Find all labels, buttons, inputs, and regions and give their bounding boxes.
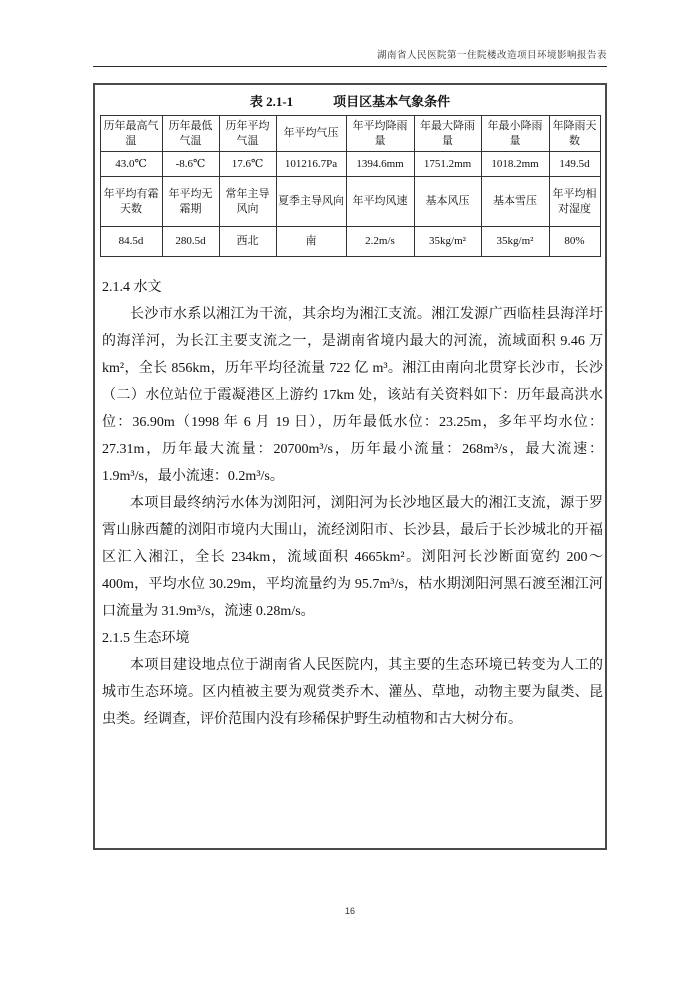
table-cell: 年平均风速 <box>346 177 414 227</box>
table-cell: 西北 <box>219 227 276 257</box>
table-cell: -8.6℃ <box>162 152 219 177</box>
table-cell: 17.6℃ <box>219 152 276 177</box>
table-cell: 历年最高气温 <box>100 116 162 152</box>
table-cell: 149.5d <box>549 152 600 177</box>
body-text <box>102 274 603 733</box>
table-cell: 年最小降雨量 <box>481 116 549 152</box>
table-cell: 1751.2mm <box>414 152 481 177</box>
table-cell: 43.0℃ <box>100 152 162 177</box>
table-cell: 1394.6mm <box>346 152 414 177</box>
content-border-box <box>93 83 607 850</box>
table-cell: 南 <box>276 227 346 257</box>
table-cell: 常年主导风向 <box>219 177 276 227</box>
table-cell: 历年平均气温 <box>219 116 276 152</box>
table-cell: 80% <box>549 227 600 257</box>
table-cell: 年降雨天数 <box>549 116 600 152</box>
table-cell: 35kg/m² <box>481 227 549 257</box>
table-cell: 年平均无霜期 <box>162 177 219 227</box>
table-cell: 280.5d <box>162 227 219 257</box>
paragraph-ecology-1: 本项目建设地点位于湖南省人民医院内，其主要的生态环境已转变为人工的城市生态环境。区内植被主要为观赏类乔木、灌丛、草地，动物主要为鼠类、昆虫类。经调查，评价范围内没有珍稀保护野生动植物和古大树分布。 <box>102 658 603 727</box>
table-cell: 35kg/m² <box>414 227 481 257</box>
table-cell: 历年最低气温 <box>162 116 219 152</box>
table-cell: 101216.7Pa <box>276 152 346 177</box>
page-header-title: 湖南省人民医院第一住院楼改造项目环境影响报告表 <box>93 47 607 67</box>
table-cell: 1018.2mm <box>481 152 549 177</box>
table-cell: 年平均相对湿度 <box>549 177 600 227</box>
table-row <box>100 177 600 227</box>
table-cell: 夏季主导风向 <box>276 177 346 227</box>
table-row <box>100 152 600 177</box>
table-cell: 基本风压 <box>414 177 481 227</box>
table-caption-title: 项目区基本气象条件 <box>333 94 451 109</box>
table-caption-label: 表 2.1-1 <box>249 94 294 109</box>
paragraph-hydrology-2: 本项目最终纳污水体为浏阳河，浏阳河为长沙地区最大的湘江支流，源于罗霄山脉西麓的浏阳市境内大围山，流经浏阳市、长沙县，最后于长沙城北的开福区汇入湘江，全长 234km，流域面积 4665km²。浏阳河长沙断面宽约 200～400m，平均水位 30.29m，平均流量约为 95.7m³/s，枯水期浏阳河黑石渡至湘江河口流量为 31.9m³/s，流速 0.28m/s。 <box>102 496 603 619</box>
table-cell: 年最大降雨量 <box>414 116 481 152</box>
table-cell: 年平均有霜天数 <box>100 177 162 227</box>
table-cell: 基本雪压 <box>481 177 549 227</box>
section-heading-hydrology: 2.1.4 水文 <box>102 280 162 295</box>
table-row <box>100 227 600 257</box>
meteorology-table <box>100 115 601 257</box>
page-number: 16 <box>344 906 355 916</box>
table-cell: 年平均降雨量 <box>346 116 414 152</box>
section-heading-ecology: 2.1.5 生态环境 <box>102 631 190 646</box>
table-cell: 84.5d <box>100 227 162 257</box>
paragraph-hydrology-1: 长沙市水系以湘江为干流，其余均为湘江支流。湘江发源广西临桂县海洋圩的海洋河，为长江主要支流之一，是湖南省境内最大的河流，流域面积 9.46 万 km²，全长 856km，历年平均径流量 722 亿 m³。湘江由南向北贯穿长沙市，长沙（二）水位站位于霞凝港区上游约 17km 处，该站有关资料如下：历年最高洪水位：36.90m（1998 年 6 月 19 日），历年最低水位：23.25m，多年平均水位：27.31m，历年最大流量：20700m³/s，历年最小流量：268m³/s，最大流速：1.9m³/s，最小流速：0.2m³/s。 <box>102 307 603 484</box>
table-cell: 2.2m/s <box>346 227 414 257</box>
table-caption <box>95 91 605 110</box>
table-row <box>100 116 600 152</box>
table-cell: 年平均气压 <box>276 116 346 152</box>
